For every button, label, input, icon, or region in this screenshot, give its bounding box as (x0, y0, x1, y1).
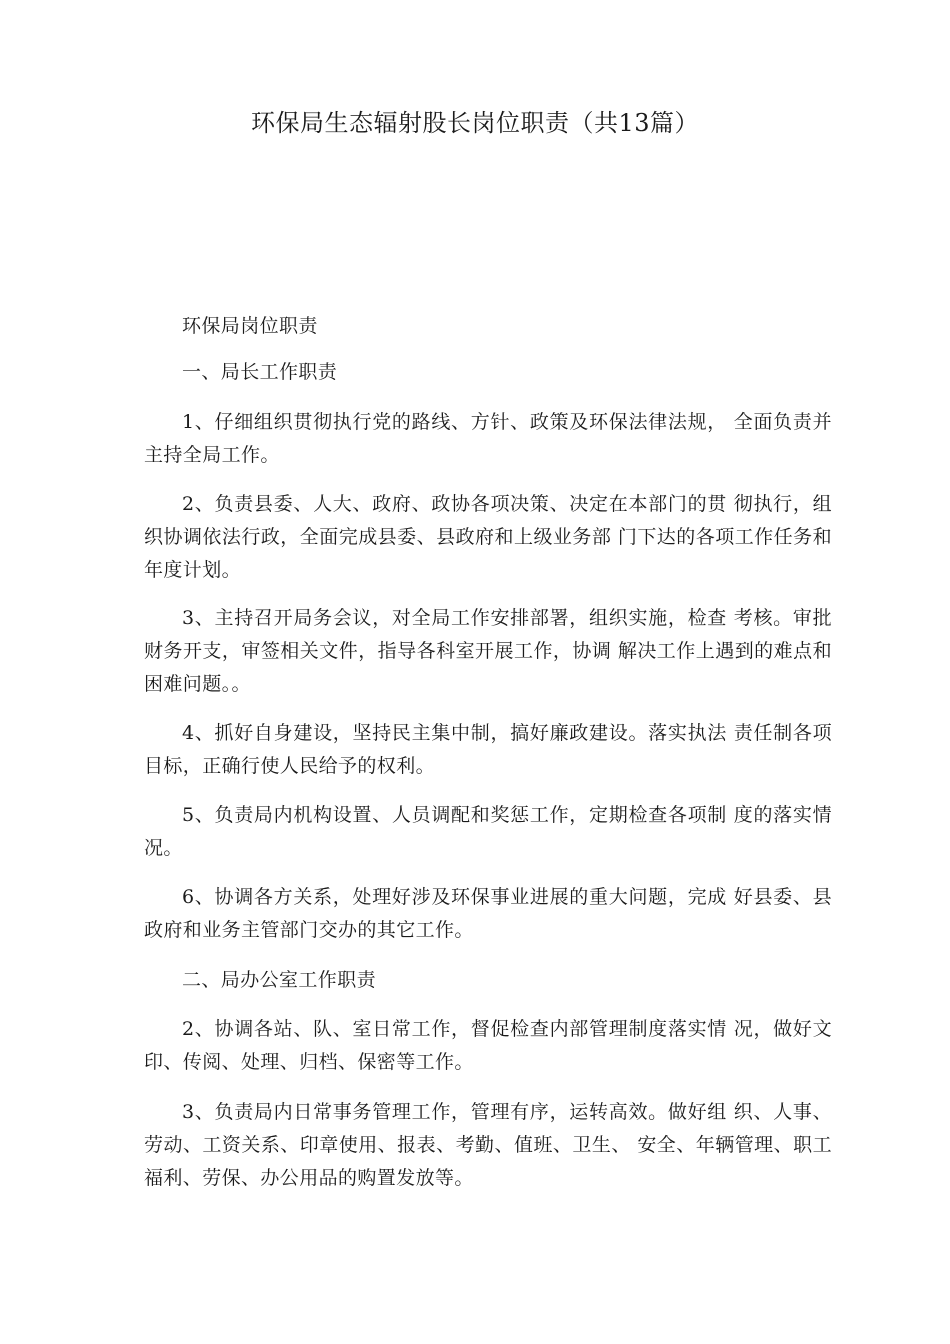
part1-heading: 一、局长工作职责 (182, 361, 338, 383)
part2-heading: 二、局办公室工作职责 (182, 969, 377, 991)
document-title: 环保局生态辐射股长岗位职责（共13篇） (250, 109, 700, 137)
paragraph-item: 3、负责局内日常事务管理工作，管理有序，运转高效。做好组 织、人事、劳动、工资关系、印章使用、报表、考勤、值班、卫生、 安全、年辆管理、职工福利、劳保、办公用品的购置发放等。 (144, 1101, 832, 1189)
paragraph-item: 2、负责县委、人大、政府、政协各项决策、决定在本部门的贯 彻执行，组织协调依法行政，全面完成县委、县政府和上级业务部 门下达的各项工作任务和年度计划。 (144, 493, 832, 581)
paragraph-item: 5、负责局内机构设置、人员调配和奖惩工作，定期检查各项制 度的落实情况。 (144, 804, 832, 859)
paragraph-item: 1、仔细组织贯彻执行党的路线、方针、政策及环保法律法规， 全面负责并主持全局工作。 (144, 411, 832, 466)
paragraph-item: 2、协调各站、队、室日常工作，督促检查内部管理制度落实情 况，做好文印、传阅、处理、归档、保密等工作。 (144, 1018, 832, 1073)
section-heading: 环保局岗位职责 (182, 315, 318, 337)
paragraph-item: 6、协调各方关系，处理好涉及环保事业进展的重大问题，完成 好县委、县政府和业务主管部门交办的其它工作。 (144, 886, 832, 941)
paragraph-item: 4、抓好自身建设，坚持民主集中制，搞好廉政建设。落实执法 责任制各项目标，正确行使人民给予的权利。 (144, 722, 832, 777)
paragraph-item: 3、主持召开局务会议，对全局工作安排部署，组织实施，检查 考核。审批财务开支，审签相关文件，指导各科室开展工作，协调 解决工作上遇到的难点和困难问题。。 (144, 607, 832, 695)
